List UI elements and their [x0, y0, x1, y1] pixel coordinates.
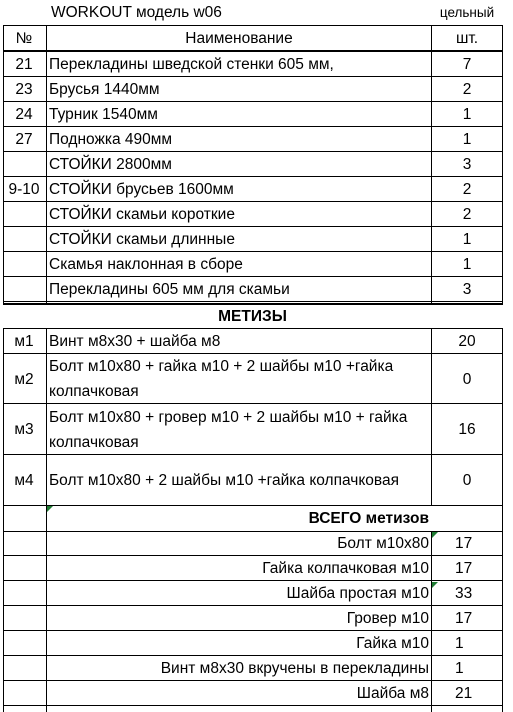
item-num[interactable]: 27 [15, 131, 33, 148]
grid-hline [3, 251, 503, 252]
hardware-num[interactable]: м2 [14, 370, 34, 388]
comment-marker-icon[interactable] [432, 582, 438, 588]
item-name[interactable]: СТОЙКИ 2800мм [49, 156, 172, 173]
grid-hline [3, 176, 503, 177]
grid-hline [3, 151, 503, 152]
item-qty[interactable]: 1 [462, 231, 472, 248]
grid-hline [3, 76, 503, 77]
grid-vline [502, 505, 503, 712]
grid-hline [3, 353, 503, 354]
item-qty[interactable]: 3 [462, 281, 472, 298]
grid-hline [3, 705, 503, 706]
item-qty[interactable]: 2 [462, 181, 472, 198]
item-qty[interactable]: 1 [462, 106, 472, 123]
totals-title-row [0, 506, 513, 531]
table-row [0, 127, 513, 152]
total-qty[interactable]: 1 [455, 635, 464, 652]
grid-hline [3, 276, 503, 277]
grid-vline [431, 25, 432, 303]
item-qty[interactable]: 1 [462, 131, 472, 148]
grid-hline [3, 101, 503, 102]
hardware-title-row [0, 304, 513, 329]
hardware-name[interactable]: Болт м10х80 + 2 шайбы м10 +гайка колпачковая [49, 472, 399, 489]
grid-hline [3, 454, 503, 455]
item-num[interactable] [3, 227, 45, 252]
grid-hline [3, 555, 503, 556]
item-qty[interactable]: 2 [462, 206, 472, 223]
hardware-name[interactable]: Винт м8х30 + шайба м8 [49, 333, 221, 350]
table-row [0, 656, 513, 681]
grid-hline [3, 50, 503, 52]
grid-hline [3, 580, 503, 581]
total-qty[interactable]: 17 [455, 610, 473, 627]
total-qty[interactable]: 17 [455, 535, 473, 552]
item-qty[interactable]: 7 [462, 56, 472, 73]
hardware-title[interactable]: МЕТИЗЫ [218, 308, 287, 325]
total-name[interactable]: Шайба простая м10 [286, 585, 429, 602]
item-name[interactable]: Перекладины 605 мм для скамьи [49, 281, 290, 298]
table-row [0, 102, 513, 127]
hardware-num[interactable]: м3 [14, 421, 34, 438]
total-qty[interactable]: 33 [455, 585, 473, 602]
hardware-name[interactable]: Болт м10х80 + гровер м10 + 2 шайбы м10 + гайка колпачковая [49, 408, 408, 451]
item-num[interactable]: 21 [15, 56, 33, 73]
total-qty[interactable]: 17 [455, 560, 473, 577]
grid-vline [46, 328, 47, 505]
grid-vline [3, 328, 4, 505]
table-row [0, 631, 513, 656]
item-qty[interactable]: 2 [462, 81, 472, 98]
item-num[interactable]: 23 [15, 81, 33, 98]
hardware-qty[interactable]: 16 [458, 421, 476, 438]
table-row [0, 681, 513, 706]
total-qty[interactable]: 21 [455, 685, 473, 702]
grid-hline [3, 301, 503, 302]
hardware-qty[interactable]: 20 [458, 333, 476, 350]
grid-hline [3, 201, 503, 202]
item-name[interactable]: Брусья 1440мм [49, 81, 160, 98]
grid-hline [3, 403, 503, 404]
table-row [0, 354, 513, 404]
total-name[interactable]: Шайба м8 [356, 685, 429, 702]
table-row [0, 52, 513, 77]
hardware-qty[interactable]: 0 [462, 472, 472, 489]
item-num[interactable] [3, 277, 45, 302]
hardware-qty[interactable]: 0 [462, 370, 472, 388]
table-row [0, 329, 513, 354]
item-name[interactable]: СТОЙКИ брусьев 1600мм [49, 181, 234, 198]
grid-vline [46, 505, 47, 712]
total-name[interactable]: Гайка м10 [356, 635, 429, 652]
item-name[interactable]: СТОЙКИ скамьи длинные [49, 231, 235, 248]
grid-hline [3, 680, 503, 681]
item-name[interactable]: Подножка 490мм [49, 131, 173, 148]
header-qty[interactable]: шт. [455, 29, 479, 47]
comment-marker-icon[interactable] [432, 532, 438, 538]
sheet-title[interactable]: WORKOUT модель w06 [51, 4, 222, 21]
hardware-num[interactable]: м1 [14, 333, 34, 350]
grid-vline [502, 328, 503, 505]
item-num[interactable] [3, 152, 45, 177]
header-name[interactable]: Наименование [185, 29, 293, 47]
grid-vline [502, 25, 503, 303]
grid-hline [3, 655, 503, 656]
variant-label[interactable]: цельный [439, 5, 495, 20]
total-name[interactable]: Гровер м10 [346, 610, 429, 627]
grid-vline [46, 25, 47, 303]
item-name[interactable]: Перекладины шведской стенки 605 мм, [49, 56, 334, 73]
table-row [0, 202, 513, 227]
hardware-num[interactable]: м4 [14, 472, 34, 489]
grid-hline [3, 531, 503, 532]
grid-vline [431, 531, 432, 712]
grid-hline [3, 226, 503, 227]
grid-vline [431, 328, 432, 505]
grid-hline [3, 328, 503, 329]
item-num[interactable]: 9-10 [8, 181, 40, 198]
grid-hline [3, 630, 503, 631]
hardware-name[interactable]: Болт м10х80 + гайка м10 + 2 шайбы м10 +гайка колпачковая [49, 358, 394, 400]
item-num[interactable] [3, 252, 45, 277]
item-name[interactable]: СТОЙКИ скамьи короткие [49, 206, 235, 223]
item-num[interactable] [3, 202, 45, 227]
grid-vline [3, 25, 4, 303]
table-row [0, 152, 513, 177]
table-row [0, 606, 513, 631]
grid-hline [3, 505, 503, 506]
comment-marker-icon[interactable] [47, 506, 53, 512]
grid-vline [3, 505, 4, 712]
total-name[interactable]: Гайка колпачковая м10 [262, 560, 429, 577]
totals-title[interactable]: ВСЕГО метизов [308, 510, 429, 527]
item-num[interactable]: 24 [15, 106, 33, 123]
total-name[interactable]: Болт м10х80 [337, 535, 429, 552]
grid-hline [3, 303, 503, 305]
grid-hline [3, 25, 503, 26]
table-row [0, 277, 513, 302]
item-qty[interactable]: 1 [462, 256, 472, 273]
grid-hline [3, 126, 503, 127]
table-row [0, 177, 513, 202]
header-row [0, 25, 513, 51]
header-num[interactable]: № [15, 29, 33, 47]
item-name[interactable]: Скамья наклонная в сборе [49, 256, 243, 273]
total-qty[interactable]: 1 [455, 660, 464, 677]
item-name[interactable]: Турник 1540мм [49, 106, 158, 123]
table-row [0, 252, 513, 277]
title-row [0, 0, 513, 25]
table-row [0, 455, 513, 506]
table-row [0, 227, 513, 252]
total-name[interactable]: Винт м8х30 вкручены в перекладины [160, 660, 429, 677]
table-row [0, 77, 513, 102]
grid-hline [3, 605, 503, 606]
table-row [0, 556, 513, 581]
table-row [0, 404, 513, 455]
item-qty[interactable]: 3 [462, 156, 472, 173]
